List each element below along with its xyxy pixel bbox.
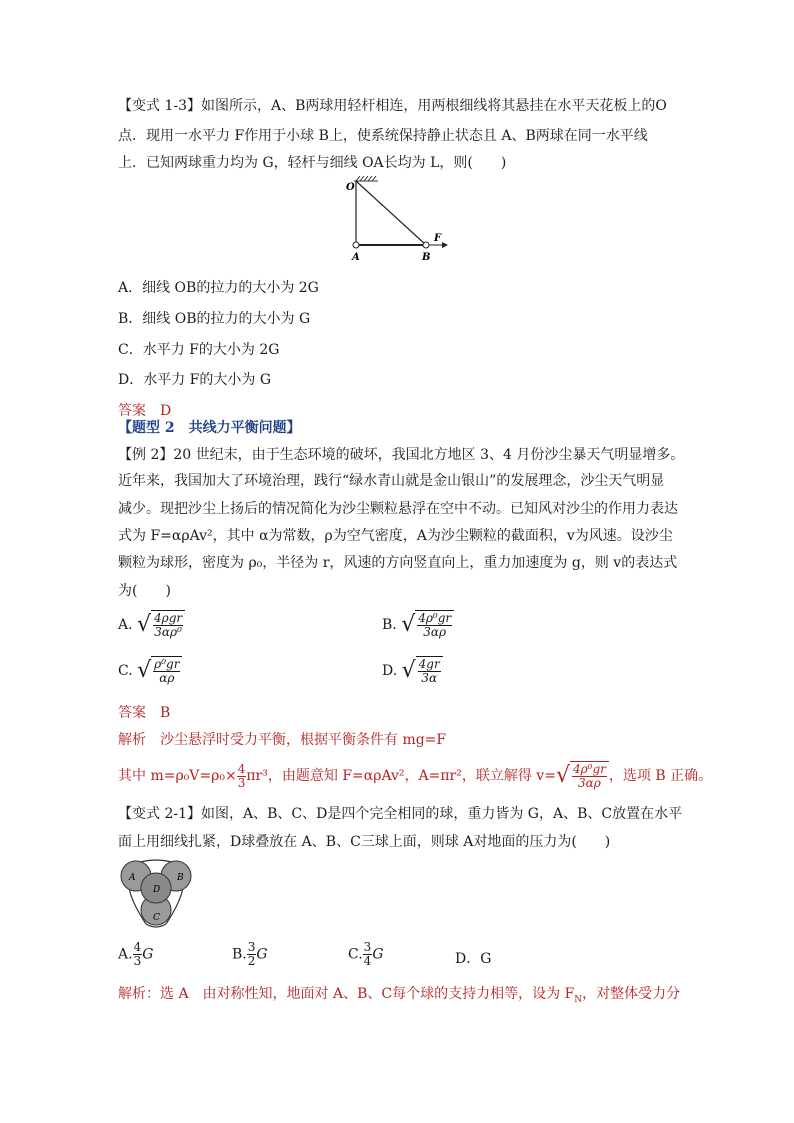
example2-line3: 减少。现把沙尘上扬后的情况简化为沙尘颗粒悬浮在空中不动。已知风对沙尘的作用力表达 <box>118 501 678 517</box>
label-b: B <box>422 252 431 263</box>
label-a: A <box>129 873 136 883</box>
variant21-option-d: D．G <box>455 951 492 967</box>
label-o: O <box>346 182 355 193</box>
section-title: 【题型 2 共线力平衡问题】 <box>118 420 301 436</box>
variant13-answer: 答案 D <box>118 403 172 419</box>
option-d-num: 4gr <box>418 657 440 671</box>
option-d-den: 3α <box>421 671 438 685</box>
example2-option-c: C. √ $\frac{\text{ρ⁰gr}}{\alpha\rho}$ <box>118 656 182 686</box>
option-b-num: 4ρ⁰gr <box>418 611 452 625</box>
label-c: C <box>153 913 160 923</box>
label-b: B <box>177 873 184 883</box>
option-c-num: ρ⁰gr <box>154 657 180 671</box>
variant21-line2: 面上用细线扎紧，D球叠放在 A、B、C三球上面，则球 A对地面的压力为( ) <box>118 834 611 850</box>
variant13-option-a: A．细线 OB的拉力的大小为 2G <box>118 280 319 296</box>
option-a-den: 3αρ⁰ <box>154 625 182 639</box>
example2-option-d: D. √ $\frac{4gr}{3\alpha}$ <box>382 656 443 686</box>
example2-line2: 近年来，我国加大了环境治理，践行“绿水青山就是金山银山”的发展理念，沙尘天气明显 <box>118 473 665 489</box>
example2-option-a: A. √ $\frac{\text{4ρgr}}{\text{3αρ⁰}}$ <box>118 610 185 640</box>
example2-option-b: B. √ $\frac{\text{4ρ⁰gr}}{3\alpha\rho}$ <box>382 610 454 640</box>
variant13-option-b: B．细线 OB的拉力的大小为 G <box>118 311 311 327</box>
variant13-option-d: D．水平力 F的大小为 G <box>118 372 272 388</box>
label-a: A <box>352 252 360 263</box>
example2-line1: 【例 2】20 世纪末，由于生态环境的破坏，我国北方地区 3、4 月份沙尘暴天气明显增多。 <box>118 447 685 463</box>
option-b-den: 3αρ <box>423 625 447 639</box>
example2-line4: 式为 F=αρAv²，其中 α为常数，ρ为空气密度，A为沙尘颗粒的截面积，v为风速。设沙尘 <box>118 528 673 544</box>
variant13-line2: 点．现用一水平力 F作用于小球 B上，使系统保持静止状态且 A、B两球在同一水平线 <box>118 128 648 144</box>
example2-analysis2: 其中 m=ρ₀V=ρ₀× $\frac{4}{3}$ πr³，由题意知 F=αρAv²，A=πr²，联立解得 v= √ $\frac{\text{4ρ⁰gr}}{3\alpha\rho}$ ，选项 B 正确。 <box>118 761 713 790</box>
label-f: F <box>434 233 442 244</box>
example2-analysis1: 解析 沙尘悬浮时受力平衡，根据平衡条件有 mg=F <box>118 732 447 748</box>
variant21-figure <box>116 858 196 930</box>
string-ob <box>356 181 426 245</box>
variant13-option-c: C．水平力 F的大小为 2G <box>118 342 280 358</box>
variant21-analysis: 解析：选 A 由对称性知，地面对 A、B、C每个球的支持力相等，设为 $F_N$，对整体受力分 <box>118 986 681 1005</box>
example2-answer: 答案 B <box>118 705 171 721</box>
variant13-line1: 【变式 1-3】如图所示，A、B两球用轻杆相连，用两根细线将其悬挂在水平天花板上的O <box>118 98 667 114</box>
variant13-line3: 上．已知两球重力均为 G，轻杆与细线 OA长均为 L，则( ) <box>118 155 507 171</box>
ball-b <box>423 242 429 248</box>
option-a-num: 4ρgr <box>154 611 183 625</box>
example2-line5: 颗粒为球形，密度为 ρ₀，半径为 r，风速的方向竖直向上，重力加速度为 g，则 v的表达式 <box>118 555 678 571</box>
variant13-figure <box>340 176 460 264</box>
variant21-option-b: B. $\frac{3}{2}$ G <box>232 940 268 968</box>
variant21-line1: 【变式 2-1】如图，A、B、C、D是四个完全相同的球，重力皆为 G，A、B、C放置在水平 <box>118 806 683 822</box>
label-d: D <box>153 885 161 895</box>
variant21-option-a: A. $\frac{4}{3}$ G <box>118 940 154 968</box>
force-arrow-head <box>442 242 448 248</box>
ball-a <box>353 242 359 248</box>
ceiling-hatch <box>354 176 378 181</box>
example2-line6: 为( ) <box>118 583 171 599</box>
variant21-option-c: C. $\frac{3}{4}$ G <box>348 940 384 968</box>
option-c-den: αρ <box>159 671 175 685</box>
